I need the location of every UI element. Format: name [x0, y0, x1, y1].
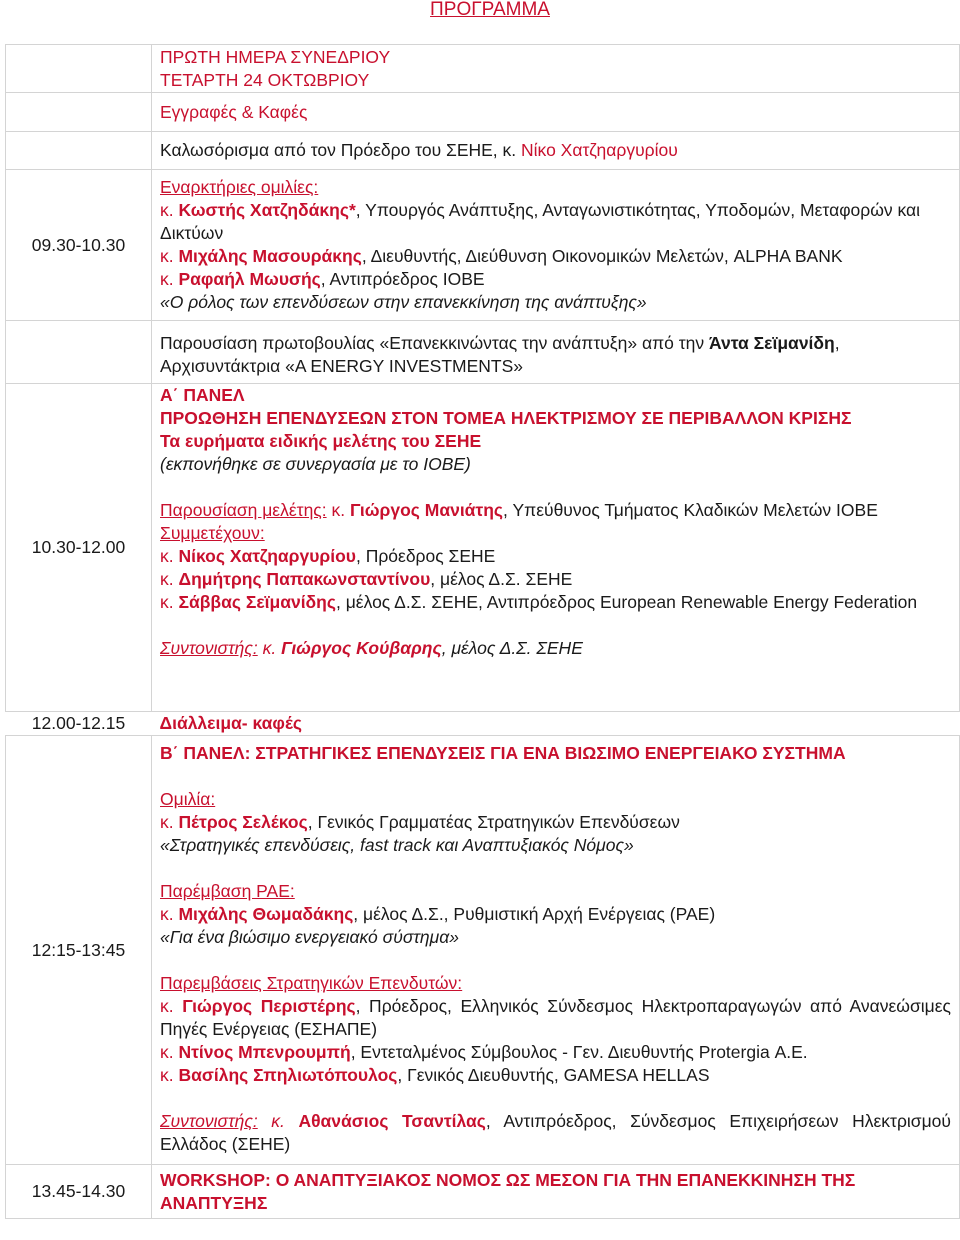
day-heading-1: ΠΡΩΤΗ ΗΜΕΡΑ ΣΥΝΕΔΡΙΟΥ [160, 46, 391, 67]
panel-a-presenter: Παρουσίαση μελέτης: κ. Γιώργος Μανιάτης, Υπεύθυνος Τμήματος Κλαδικών Μελετών ΙΟΒΕ [160, 500, 878, 520]
panel-a-row [6, 384, 960, 712]
panel-a-study-note: (εκπονήθηκε σε συνεργασία με το ΙΟΒΕ) [160, 454, 471, 474]
panel-b-row [6, 736, 960, 1165]
time-cell-empty [6, 321, 152, 384]
day-heading-2: ΤΕΤΑΡΤΗ 24 ΟΚΤΩΒΡΙΟΥ [160, 69, 370, 90]
panel-b-cell [152, 736, 960, 1165]
speaker-1: κ. Κωστής Χατζηδάκης*, Υπουργός Ανάπτυξης, Ανταγωνιστικότητας, Υποδομών, Μεταφορών και Δικτύων [160, 200, 921, 243]
program-table [5, 44, 960, 1219]
time-cell-empty [6, 45, 152, 93]
panel-a-cell [152, 384, 960, 712]
day-heading-cell [152, 45, 960, 93]
page-title: ΠΡΟΓΡΑΜΜΑ [430, 0, 550, 20]
registration-row [6, 93, 960, 132]
break-row [6, 712, 960, 736]
investor-3: κ. Βασίλης Σπηλιωτόπουλος, Γενικός Διευθυντής, GAMESA HELLAS [160, 1065, 710, 1085]
rae-label: Παρέμβαση ΡΑΕ: [160, 881, 295, 901]
participant-2: κ. Δημήτρης Παπακωνσταντίνου, μέλος Δ.Σ. ΣΕΗΕ [160, 569, 573, 589]
welcome-row [6, 132, 960, 170]
speech-talk: «Στρατηγικές επενδύσεις, fast track και Αναπτυξιακός Νόμος» [160, 835, 634, 855]
registration-cell: Εγγραφές & Καφές [152, 93, 960, 132]
workshop-time: 13.45-14.30 [6, 1165, 152, 1219]
panel-a-time: 10.30-12.00 [6, 384, 152, 712]
panel-a-subtitle: ΠΡΟΩΘΗΣΗ ΕΠΕΝΔΥΣΕΩΝ ΣΤΟΝ ΤΟΜΕΑ ΗΛΕΚΤΡΙΣΜΟΥ ΣΕ ΠΕΡΙΒΑΛΛΟΝ ΚΡΙΣΗΣ [160, 408, 852, 428]
speaker-2: κ. Μιχάλης Μασουράκης, Διευθυντής, Διεύθυνση Οικονομικών Μελετών, ALPHA BANK [160, 246, 843, 266]
panel-b-title: Β΄ ΠΑΝΕΛ: ΣΤΡΑΤΗΓΙΚΕΣ ΕΠΕΝΔΥΣΕΙΣ ΓΙΑ ΕΝΑ ΒΙΩΣΙΜΟ ΕΝΕΡΓΕΙΑΚΟ ΣΥΣΤΗΜΑ [160, 743, 846, 763]
participant-3: κ. Σάββας Σεϊμανίδης, μέλος Δ.Σ. ΣΕΗΕ, Αντιπρόεδρος European Renewable Energy Federation [160, 592, 918, 612]
workshop-row [6, 1165, 960, 1219]
session1-cell [152, 170, 960, 321]
workshop-title: WORKSHOP: Ο ΑΝΑΠΤΥΞΙΑΚΟΣ ΝΟΜΟΣ ΩΣ ΜΕΣΟΝ ΓΙΑ ΤΗΝ ΕΠΑΝΕΚΚΙΝΗΣΗ ΤΗΣ ΑΝΑΠΤΥΞΗΣ [152, 1165, 960, 1219]
presentation-row [6, 321, 960, 384]
participant-1: κ. Νίκος Χατζηαργυρίου, Πρόεδρος ΣΕΗΕ [160, 546, 496, 566]
break-label: Διάλλειμα- καφές [159, 713, 302, 733]
participants-label: Συμμετέχουν: [160, 523, 265, 543]
panel-a-title: Α΄ ΠΑΝΕΛ [160, 385, 245, 405]
opening-label: Εναρκτήριες ομιλίες: [160, 177, 319, 197]
rae-talk: «Για ένα βιώσιμο ενεργειακό σύστημα» [160, 927, 459, 947]
panel-a-moderator: Συντονιστής: κ. Γιώργος Κούβαρης, μέλος Δ.Σ. ΣΕΗΕ [160, 638, 583, 658]
investor-1: κ. Γιώργος Περιστέρης, Πρόεδρος, Ελληνικός Σύνδεσμος Ηλεκτροπαραγωγών από Ανανεώσιμες Πηγές Ενέργειας (ΕΣΗΑΠΕ) [160, 996, 951, 1039]
presentation-name: Άντα Σεϊμανίδη [709, 333, 835, 353]
presentation-role: , Αρχισυντάκτρια «A ENERGY INVESTMENTS» [160, 333, 840, 376]
welcome-name: Νίκο Χατζηαργυρίου [521, 140, 678, 160]
session1-row [6, 170, 960, 321]
panel-b-time: 12:15-13:45 [6, 736, 152, 1165]
rae-speaker: κ. Μιχάλης Θωμαδάκης, μέλος Δ.Σ., Ρυθμιστική Αρχή Ενέργειας (ΡΑΕ) [160, 904, 716, 924]
speaker-3: κ. Ραφαήλ Μωυσής, Αντιπρόεδρος ΙΟΒΕ [160, 269, 485, 289]
day-heading-row [6, 45, 960, 93]
investors-label: Παρεμβάσεις Στρατηγικών Επενδυτών: [160, 973, 463, 993]
time-cell-empty [6, 132, 152, 170]
investor-2: κ. Ντίνος Μπενρουμπή, Εντεταλμένος Σύμβουλος - Γεν. Διευθυντής Protergia Α.Ε. [160, 1042, 808, 1062]
time-cell-empty [6, 93, 152, 132]
presentation-cell [152, 321, 960, 384]
session1-time: 09.30-10.30 [6, 170, 152, 321]
welcome-cell [152, 132, 960, 170]
presentation-text: Παρουσίαση πρωτοβουλίας «Επανεκκινώντας την ανάπτυξη» από την [160, 333, 710, 353]
speech-label: Ομιλία: [160, 789, 216, 809]
panel-b-moderator: Συντονιστής: κ. Αθανάσιος Τσαντίλας, Αντιπρόεδρος, Σύνδεσμος Επιχειρήσεων Ηλεκτρισμού Ελλάδος (ΣΕΗΕ) [160, 1111, 951, 1154]
break-time: 12.00-12.15 [31, 713, 126, 733]
panel-a-study: Τα ευρήματα ειδικής μελέτης του ΣΕΗΕ [160, 431, 482, 451]
welcome-text: Καλωσόρισμα από τον Πρόεδρο του ΣΕΗΕ, κ. [160, 140, 522, 160]
speaker-3-talk: «Ο ρόλος των επενδύσεων στην επανεκκίνηση της ανάπτυξης» [160, 292, 647, 312]
speech-speaker: κ. Πέτρος Σελέκος, Γενικός Γραμματέας Στρατηγικών Επενδύσεων [160, 812, 680, 832]
